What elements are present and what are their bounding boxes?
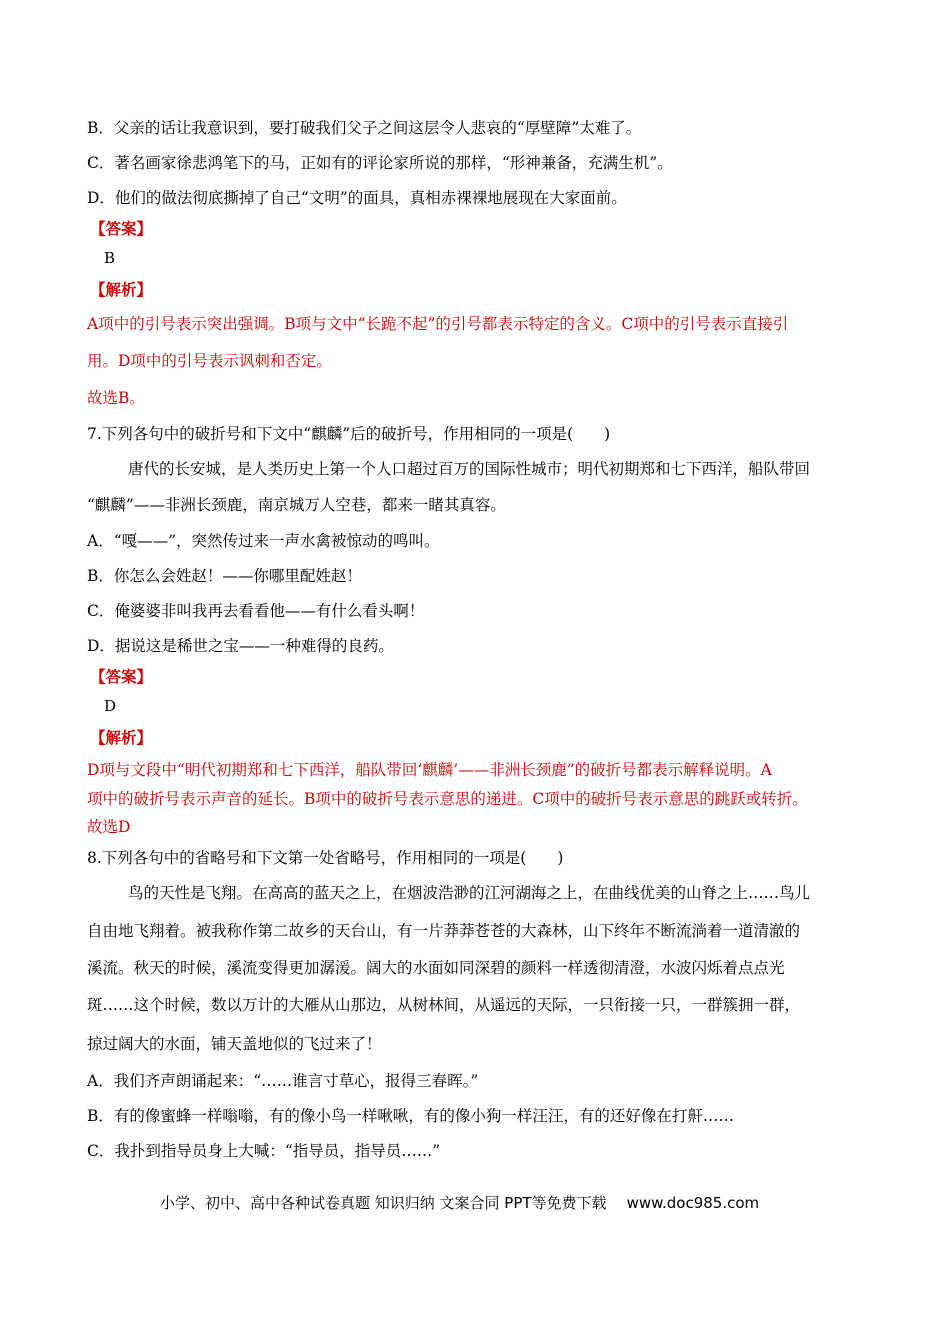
q6-answer-tag: 【答案】 [90, 219, 153, 238]
q7-passage-line-2: “麒麟”——非洲长颈鹿，南京城万人空巷，都来一睹其真容。 [87, 496, 506, 514]
q8-passage-line-1: 鸟的天性是飞翔。在高高的蓝天之上，在烟波浩渺的江河湖海之上，在曲线优美的山脊之上……鸟儿 [128, 884, 811, 902]
q6-analysis-tag: 【解析】 [90, 280, 153, 299]
page-footer [160, 1192, 759, 1213]
q8-passage-line-2: 自由地飞翔着。被我称作第二故乡的天台山，有一片莽莽苍苍的大森林，山下终年不断流淌着一道清澈的 [87, 922, 801, 940]
q8-stem: 8.下列各句中的省略号和下文第一处省略号，作用相同的一项是( ) [87, 849, 564, 867]
q6-conclusion: 故选B。 [87, 389, 145, 407]
q7-answer-tag: 【答案】 [90, 667, 153, 686]
q6-option-c: C．著名画家徐悲鸿笔下的马，正如有的评论家所说的那样，“形神兼备，充满生机”。 [87, 154, 673, 172]
q6-option-b: B．父亲的话让我意识到，要打破我们父子之间这层令人悲哀的“厚壁障”太难了。 [87, 119, 642, 137]
q7-analysis-line-1: D项与文段中“明代初期郑和七下西洋，船队带回‘麒麟’——非洲长颈鹿”的破折号都表示解释说明。A [87, 761, 772, 779]
q7-option-d: D．据说这是稀世之宝——一种难得的良药。 [87, 637, 394, 655]
q7-passage-line-1: 唐代的长安城，是人类历史上第一个人口超过百万的国际性城市；明代初期郑和七下西洋，船队带回 [128, 460, 811, 478]
q6-analysis-line-1: A项中的引号表示突出强调。B项与文中“长跪不起”的引号都表示特定的含义。C项中的引号表示直接引 [87, 315, 789, 333]
q8-passage-line-3: 溪流。秋天的时候，溪流变得更加潺湲。阔大的水面如同深碧的颜料一样透彻清澄，水波闪烁着点点光 [87, 959, 785, 977]
footer-site-link[interactable]: www.doc985.com [626, 1194, 760, 1212]
q8-passage-line-4: 斑……这个时候，数以万计的大雁从山那边，从树林间，从遥远的天际，一只衔接一只，一群簇拥一群， [87, 996, 801, 1014]
q8-option-b: B．有的像蜜蜂一样嗡嗡，有的像小鸟一样啾啾，有的像小狗一样汪汪，有的还好像在打鼾…… [87, 1107, 734, 1125]
q8-option-c: C．我扑到指导员身上大喊：“指导员，指导员……” [87, 1142, 441, 1160]
q7-answer: D [104, 697, 117, 715]
q7-stem: 7.下列各句中的破折号和下文中“麒麟”后的破折号，作用相同的一项是( ) [87, 425, 611, 443]
q6-option-d: D．他们的做法彻底撕掉了自己“文明”的面具，真相赤裸裸地展现在大家面前。 [87, 189, 627, 207]
q6-answer: B [104, 249, 116, 267]
q8-passage-line-5: 掠过阔大的水面，铺天盖地似的飞过来了！ [87, 1035, 382, 1053]
q7-option-c: C．俺婆婆非叫我再去看看他——有什么看头啊！ [87, 602, 425, 620]
footer-text: 小学、初中、高中各种试卷真题 知识归纳 文案合同 PPT等免费下载 [160, 1194, 607, 1212]
q7-conclusion: 故选D [87, 818, 131, 836]
q8-option-a: A．我们齐声朗诵起来：“……谁言寸草心，报得三春晖。” [87, 1072, 479, 1090]
q7-option-b: B．你怎么会姓赵！——你哪里配姓赵！ [87, 567, 362, 585]
q7-option-a: A．“嘎——”，突然传过来一声水禽被惊动的鸣叫。 [87, 532, 440, 550]
q7-analysis-line-2: 项中的破折号表示声音的延长。B项中的破折号表示意思的递进。C项中的破折号表示意思的跳跃或转折。 [87, 790, 808, 808]
q7-analysis-tag: 【解析】 [90, 728, 153, 747]
q6-analysis-line-2: 用。D项中的引号表示讽刺和否定。 [87, 352, 332, 370]
